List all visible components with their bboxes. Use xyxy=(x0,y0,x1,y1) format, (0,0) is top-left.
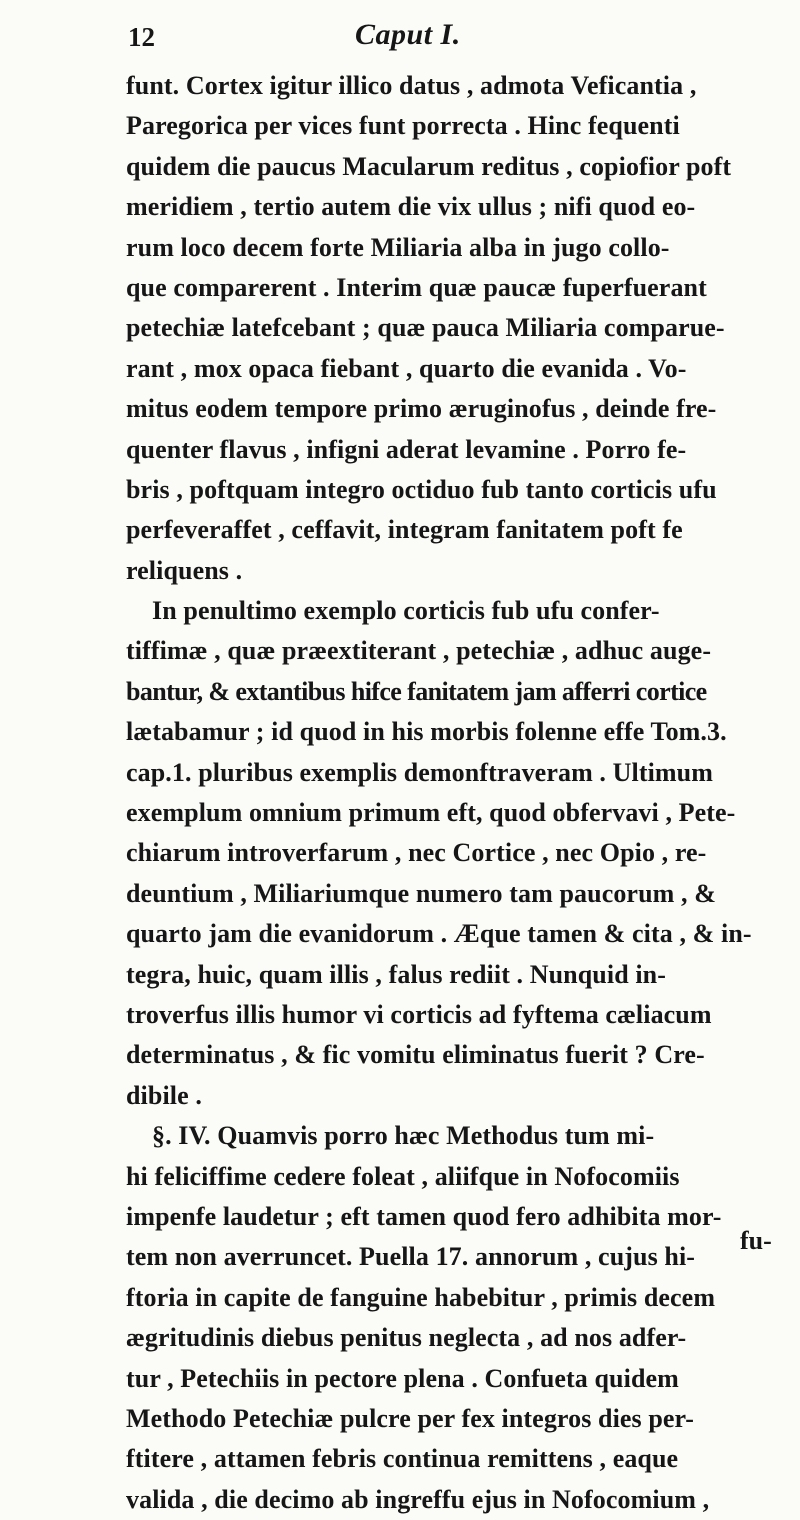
text-line: petechiæ latefcebant ; quæ pauca Miliaria comparue- xyxy=(126,313,725,343)
text-line: reliquens . xyxy=(126,555,243,585)
text-line: perfeveraffet , ceffavit, integram fanitatem poft fe xyxy=(126,515,683,545)
text-line: troverfus illis humor vi corticis ad fyftema cæliacum xyxy=(126,999,712,1029)
text-line: Paregorica per vices funt porrecta . Hinc fequenti xyxy=(126,111,680,141)
text-line: quenter flavus , infigni aderat levamine . Porro fe- xyxy=(126,434,687,464)
text-line: meridiem , tertio autem die vix ullus ; nifi quod eo- xyxy=(126,192,696,222)
text-line: valida , die decimo ab ingreffu ejus in Nofocomium , xyxy=(126,1484,710,1514)
text-line: funt. Cortex igitur illico datus , admota Veficantia , xyxy=(126,71,697,100)
text-line: tur , Petechiis in pectore plena . Confueta quidem xyxy=(126,1363,679,1393)
text-line: quarto jam die evanidorum . Æque tamen & cita , & in- xyxy=(126,919,752,949)
running-head xyxy=(0,18,800,62)
text-line: ægritudinis diebus penitus neglecta , ad nos adfer- xyxy=(126,1323,687,1353)
page-number: 12 xyxy=(128,22,155,52)
text-line: deuntium , Miliariumque numero tam paucorum , & xyxy=(126,878,716,908)
text-line: quidem die paucus Macularum reditus , copiofior poft xyxy=(126,151,732,181)
section-heading-line: §. IV. Quamvis porro hæc Methodus tum mi- xyxy=(152,1121,655,1151)
text-line: rum loco decem forte Miliaria alba in jugo collo- xyxy=(126,232,670,262)
text-line: hi feliciffime cedere foleat , aliifque in Nofocomiis xyxy=(126,1161,680,1191)
text-line: cap.1. pluribus exemplis demonftraveram . Ultimum xyxy=(126,757,713,787)
text-line: Methodo Petechiæ pulcre per fex integros dies per- xyxy=(126,1403,694,1433)
text-line: que comparerent . Interim quæ paucæ fuperfuerant xyxy=(126,272,707,302)
text-line: lætabamur ; id quod in his morbis folenne effe Tom.3. xyxy=(126,717,727,747)
text-line: rant , mox opaca fiebant , quarto die evanida . Vo- xyxy=(126,353,687,383)
text-line: exemplum omnium primum eft, quod obfervavi , Pete- xyxy=(126,798,736,828)
text-line: ftitere , attamen febris continua remittens , eaque xyxy=(126,1444,679,1474)
text-line: chiarum introverfarum , nec Cortice , nec Opio , re- xyxy=(126,838,707,868)
text-line: tem non averruncet. Puella 17. annorum , cujus hi- xyxy=(126,1242,696,1272)
text-line: mitus eodem tempore primo æruginofus , deinde fre- xyxy=(126,394,717,424)
text-line: bris , poftquam integro octiduo fub tanto corticis ufu xyxy=(126,474,717,504)
chapter-title: Caput I. xyxy=(355,18,461,51)
catchword: fu- xyxy=(740,1226,772,1255)
text-line: tiffimæ , quæ præextiterant , petechiæ , adhuc auge- xyxy=(126,636,712,666)
text-line: ftoria in capite de fanguine habebitur , primis decem xyxy=(126,1282,716,1312)
body-text xyxy=(126,66,790,1520)
text-line: tegra, huic, quam illis , falus rediit . Nunquid in- xyxy=(126,959,666,989)
text-line: bantur, & extantibus hifce fanitatem jam afferri cortice xyxy=(126,676,707,706)
text-line: determinatus , & fic vomitu eliminatus fuerit ? Cre- xyxy=(126,1040,705,1070)
text-line: dibile . xyxy=(126,1080,202,1110)
text-line: impenfe laudetur ; eft tamen quod fero adhibita mor- xyxy=(126,1201,722,1231)
paragraph-start-line: In penultimo exemplo corticis fub ufu confer- xyxy=(152,596,660,626)
